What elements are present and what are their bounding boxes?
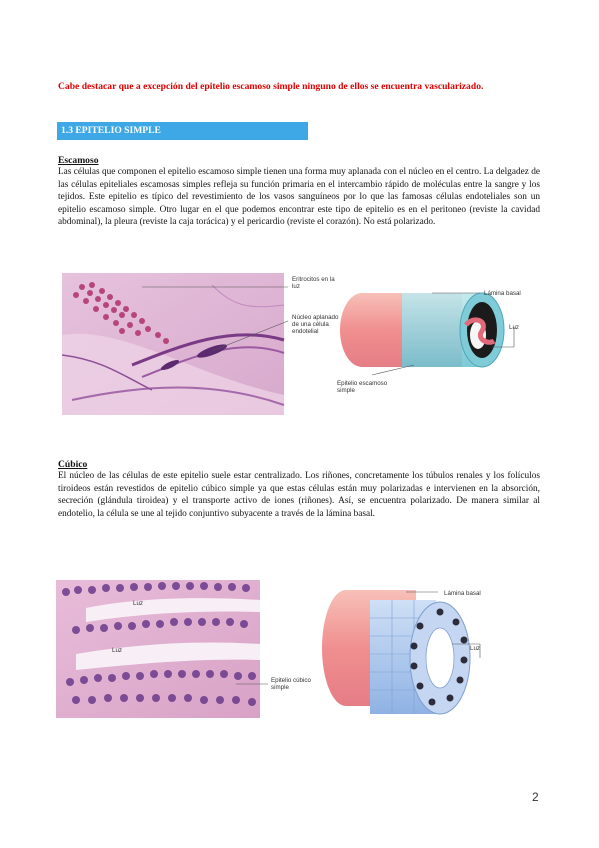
label-lumen-upper: Luz (133, 600, 143, 607)
label-lumen-tubule: Luz (470, 645, 480, 652)
section-header (57, 122, 308, 140)
cuboidal-figure-svg (56, 578, 500, 720)
cuboidal-micrograph (56, 580, 260, 718)
squamous-vessel-diagram (340, 293, 504, 367)
cuboidal-paragraph: El núcleo de las células de este epitelio suele estar centralizado. Los riñones, concretamente los túbulos renales y los folículos tiroideos están revestidos de epitelio cúbico simple ya que estas células están muy polarizadas e intervienen en la absorción, secreción (glándula tiroidea) y el transporte activo de iones (riñones). Así, se encuentra polarizado. De manera similar al endotelio, la célula se une al tejido conjuntivo subyacente a través de la lámina basal. (58, 471, 540, 519)
cuboidal-tubule-diagram (322, 590, 470, 714)
cuboidal-subtitle: Cúbico (58, 459, 88, 470)
vascularization-note: Cabe destacar que a excepción del epitelio escamoso simple ninguno de ellos se encuentra vascularizado. (58, 81, 484, 92)
page-number: 2 (532, 790, 539, 804)
label-lumen: Luz (509, 324, 519, 331)
section-title: 1.3 EPITELIO SIMPLE (61, 125, 161, 136)
label-lumen-lower: Luz (112, 647, 122, 654)
cuboidal-figure (56, 578, 500, 720)
label-squamous-epithelium: Epitelio escamoso simple (337, 380, 388, 394)
label-basal-lamina-cuboidal: Lámina basal (444, 590, 481, 597)
squamous-paragraph: Las células que componen el epitelio escamoso simple tienen una forma muy aplanada con el núcleo en el centro. La delgadez de las células epiteliales escamosas simples refleja su función primaria en el intercambio rápido de moléculas entre la sangre y los tejidos. Este epitelio es típico del revestimiento de los vasos sanguíneos por lo que las famosas células endoteliales son un epitelio escamoso simple. Otro lugar en el que podemos encontrar este tipo de epitelio es en el peritoneo (reviste la cavidad abdominal), la pleura (reviste la caja torácica) y el pericardio (reviste el corazón). No está polarizado. (58, 167, 540, 228)
squamous-micrograph (62, 273, 284, 415)
squamous-subtitle: Escamoso (58, 155, 99, 166)
label-erythrocytes: Eritrocitos en la luz (292, 276, 335, 290)
label-cuboidal-epithelium: Epitelio cúbico simple (271, 677, 311, 691)
label-basal-lamina: Lámina basal (484, 290, 521, 297)
label-flattened-nucleus: Núcleo aplanado de una célula endotelial (292, 314, 339, 335)
